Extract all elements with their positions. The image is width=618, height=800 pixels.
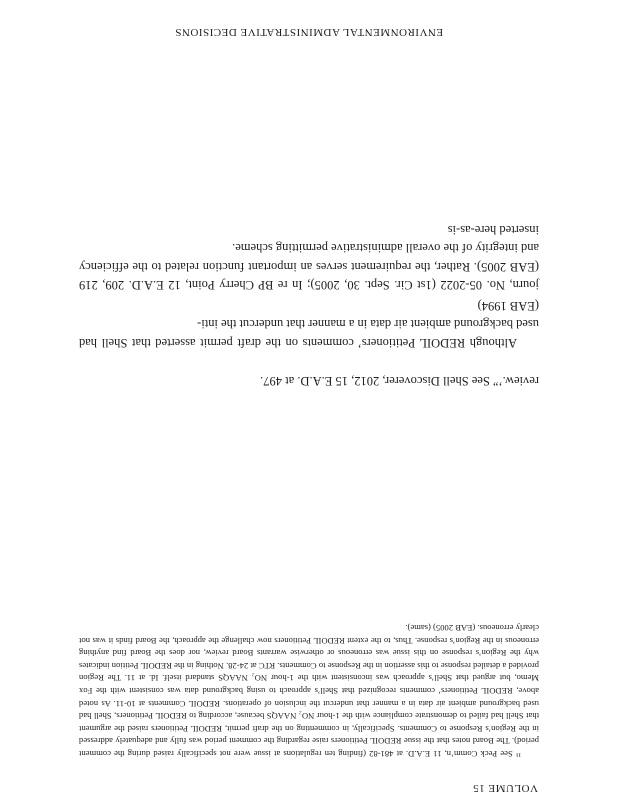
body-paragraph: journ, No. 05-2022 (1st Cir. Sept. 30, 2005); In re BP Cherry Point, 12 E.A.D. 209, 219 (EAB 2005). Rather, the requirement serves an important function related to the efficiency and integrity of the overall administrative permitting scheme. bbox=[79, 241, 539, 292]
body-paragraph: (EAB 1994) bbox=[477, 299, 539, 314]
body-paragraph: Although REDOIL Petitioners’ comments on the draft permit asserted that Shell had used background ambient air data in a manner that undercut the inti- bbox=[79, 317, 539, 350]
page-folio: VOLUME 15 bbox=[472, 782, 538, 794]
body-paragraph: review.’” See Shell Discoverer, 2012, 15 E.A.D. at 497. bbox=[260, 374, 539, 388]
running-head: ENVIRONMENTAL ADMINISTRATIVE DECISIONS bbox=[174, 26, 444, 38]
main-text-lower bbox=[79, 221, 539, 294]
footnote bbox=[79, 621, 539, 760]
body-paragraph: inserted here-as-is bbox=[447, 223, 539, 238]
main-text-upper bbox=[79, 297, 539, 390]
footnote-text: ¹¹ See Peck Comm’n, 11 E.A.D. at 481-82 (finding ten regulations at issue were not specifically raised during the comment period). The Board notes that the issue REDOIL Petitioners raise regarding the comment period was fully and adequately addressed in the Region’s Response to Comments. Specifically, in commenting on the draft permit, REDOIL Petitioners raised the argument that Shell had failed to demonstrate compliance with the 1-hour NO₂ NAAQS because, according to REDOIL Petitioners, Shell had used background ambient air data in a manner that undercut the inclusion of operations. REDOIL Comments at 10-11. As noted above, REDOIL Petitioners’ comments recognized that Shell’s approach to using background data was consistent with the Fox Memo, but argued that Shell’s approach was inconsistent with the 1-hour NO₂ NAAQS standard itself. Id. at 11. The Region provided a detailed response to this assertion in the Response to Comments. RTC at 24-28. Nothing in the REDOIL Petition indicates why the Region’s response on this issue was erroneous or otherwise warrants Board review, nor does the Board find anything erroneous in the Region’s response. Thus, to the extent REDOIL Petitioners now challenge the approach, the Board finds it was not clearly erroneous. (EAB 2005) (same). bbox=[79, 623, 539, 759]
